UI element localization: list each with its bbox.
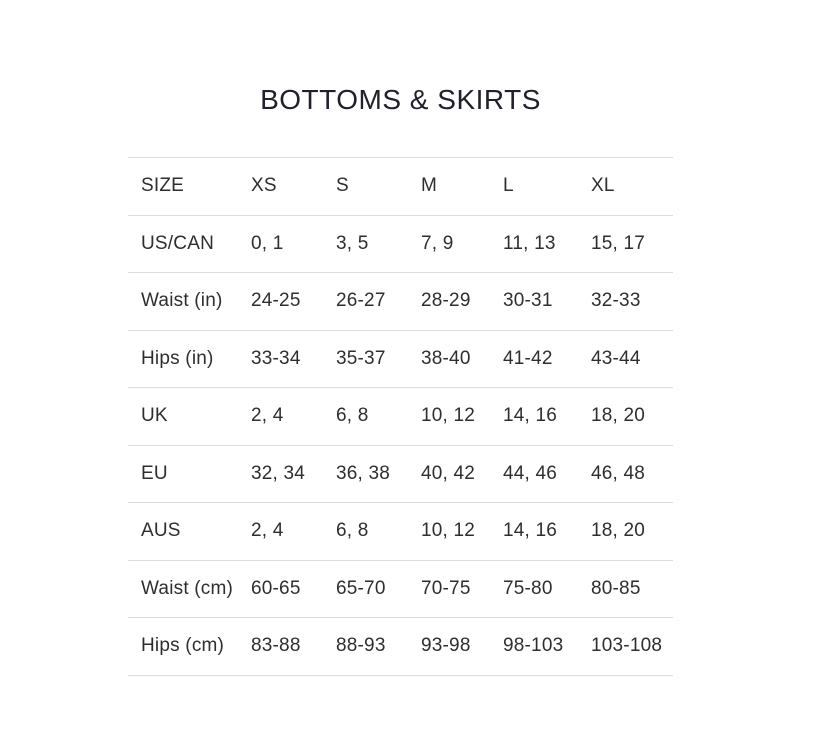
- table-cell: 28-29: [421, 290, 471, 312]
- table-cell: 60-65: [251, 577, 301, 599]
- column-header-m: M: [421, 175, 438, 197]
- table-row-hips-cm: [128, 617, 673, 675]
- row-label: Hips (cm): [141, 635, 225, 657]
- table-cell: 32-33: [591, 290, 641, 312]
- table-cell: 44, 46: [503, 462, 558, 484]
- row-label: Hips (in): [141, 347, 214, 369]
- table-row-hips-in: [128, 330, 673, 388]
- table-cell: 7, 9: [421, 232, 454, 254]
- row-label: US/CAN: [141, 232, 214, 254]
- table-cell: 83-88: [251, 635, 301, 657]
- table-row-us-can: [128, 215, 673, 273]
- table-cell: 15, 17: [591, 232, 646, 254]
- column-header-xs: XS: [251, 175, 277, 197]
- table-row-uk: [128, 387, 673, 445]
- table-cell: 70-75: [421, 577, 471, 599]
- column-header-xl: XL: [591, 175, 615, 197]
- table-cell: 11, 13: [503, 232, 556, 254]
- table-cell: 3, 5: [336, 232, 369, 254]
- table-cell: 36, 38: [336, 462, 391, 484]
- table-cell: 43-44: [591, 347, 641, 369]
- table-cell: 93-98: [421, 635, 471, 657]
- table-cell: 10, 12: [421, 520, 476, 542]
- row-label: AUS: [141, 520, 181, 542]
- table-cell: 6, 8: [336, 520, 369, 542]
- row-label: EU: [141, 462, 168, 484]
- table-cell: 103-108: [591, 635, 663, 657]
- table-cell: 10, 12: [421, 405, 476, 427]
- table-cell: 14, 16: [503, 520, 558, 542]
- table-cell: 18, 20: [591, 520, 646, 542]
- table-cell: 14, 16: [503, 405, 558, 427]
- table-cell: 32, 34: [251, 462, 306, 484]
- table-cell: 35-37: [336, 347, 386, 369]
- row-label: Waist (in): [141, 290, 223, 312]
- table-cell: 38-40: [421, 347, 471, 369]
- table-cell: 26-27: [336, 290, 386, 312]
- page-title: BOTTOMS & SKIRTS: [260, 83, 541, 115]
- table-cell: 0, 1: [251, 232, 284, 254]
- table-cell: 75-80: [503, 577, 553, 599]
- table-cell: 24-25: [251, 290, 301, 312]
- column-header-size: SIZE: [141, 175, 185, 197]
- table-cell: 41-42: [503, 347, 553, 369]
- table-cell: 46, 48: [591, 462, 646, 484]
- table-cell: 30-31: [503, 290, 553, 312]
- table-row-eu: [128, 445, 673, 503]
- table-header-row: [128, 157, 673, 215]
- size-chart-table: [128, 157, 673, 676]
- table-cell: 2, 4: [251, 520, 284, 542]
- row-label: Waist (cm): [141, 577, 234, 599]
- column-header-s: S: [336, 175, 349, 197]
- column-header-l: L: [503, 175, 514, 197]
- table-cell: 65-70: [336, 577, 386, 599]
- table-cell: 33-34: [251, 347, 301, 369]
- table-cell: 80-85: [591, 577, 641, 599]
- table-cell: 40, 42: [421, 462, 476, 484]
- table-cell: 6, 8: [336, 405, 369, 427]
- table-row-waist-cm: [128, 560, 673, 618]
- row-label: UK: [141, 405, 168, 427]
- table-cell: 2, 4: [251, 405, 284, 427]
- table-cell: 18, 20: [591, 405, 646, 427]
- table-cell: 88-93: [336, 635, 386, 657]
- table-row-waist-in: [128, 272, 673, 330]
- table-row-aus: [128, 502, 673, 560]
- table-cell: 98-103: [503, 635, 564, 657]
